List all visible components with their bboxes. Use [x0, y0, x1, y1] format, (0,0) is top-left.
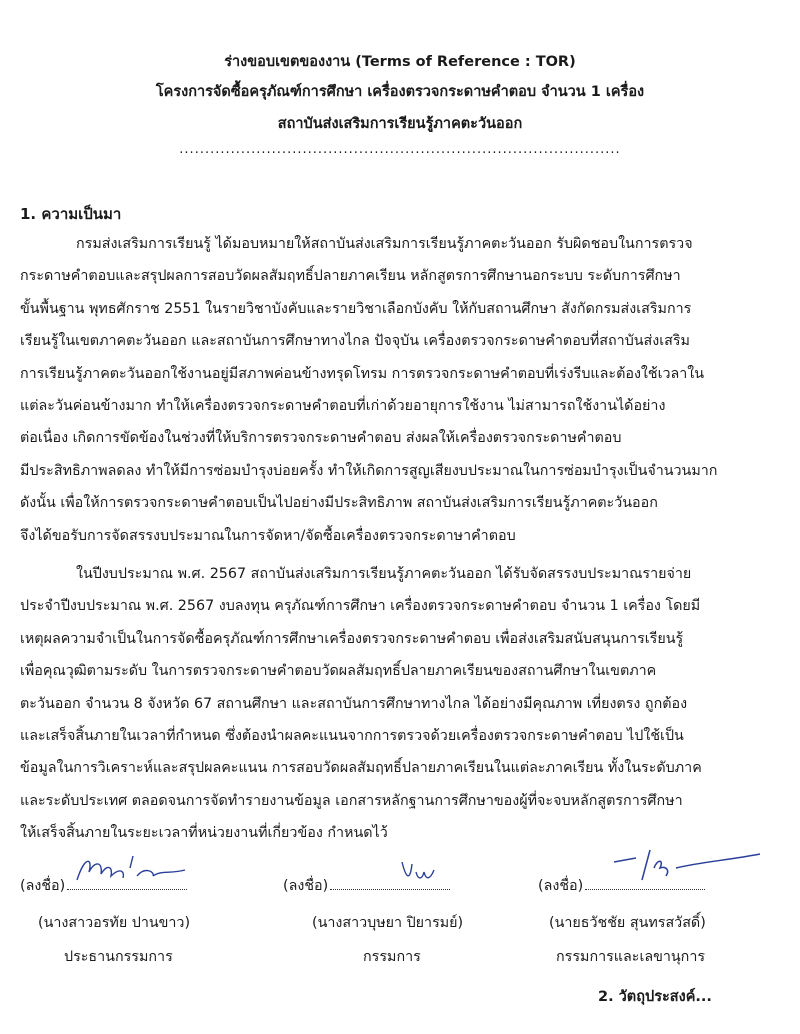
text-line: และระดับประเทศ ตลอดจนการจัดทำรายงานข้อมูล เอกสารหลักฐานการศึกษาของผู้ที่จะจบหลักสูตรการศึกษา [20, 792, 683, 809]
text-line: ข้อมูลในการวิเคราะห์และสรุปผลคะแนน การสอบวัดผลสัมฤทธิ์ปลายภาคเรียนในแต่ละภาคเรียน ทั้งในระดับภาค [20, 760, 702, 777]
text-line: เพื่อคุณวุฒิตามระดับ ในการตรวจกระดาษคำตอบวัดผลสัมฤทธิ์ปลายภาคเรียนของสถานศึกษาในเขตภาค [20, 663, 657, 680]
signer-name-2: (นางสาวบุษยา ปิยารมย์) [312, 915, 464, 931]
institution-name: สถาบันส่งเสริมการเรียนรู้ภาคตะวันออก [277, 116, 523, 132]
text-line: เรียนรู้ในเขตภาคตะวันออก และสถาบันการศึกษาทางไกล ปัจจุบัน เครื่องตรวจกระดาษคำตอบที่สถาบันส่งเสริม [20, 333, 690, 350]
text-line: และเสร็จสิ้นภายในเวลาที่กำหนด ซึ่งต้องนำผลคะแนนจากการตรวจด้วยเครื่องตรวจกระดาษคำตอบ ไปใช้เป็น [20, 728, 684, 744]
text-line: ประจำปีงบประมาณ พ.ศ. 2567 งบลงทุน ครุภัณฑ์การศึกษา เครื่องตรวจกระดาษคำตอบ จำนวน 1 เครื่อง โดยมี [20, 598, 701, 615]
text-line: ต่อเนื่อง เกิดการขัดข้องในช่วงที่ให้บริการตรวจกระดาษคำตอบ ส่งผลให้เครื่องตรวจกระดาษคำตอบ [20, 430, 622, 447]
text-line: จึงได้ขอรับการจัดสรรงบประมาณในการจัดหา/จัดซื้อเครื่องตรวจกระดาษาคำตอบ [20, 527, 516, 544]
text-line: ในปีงบประมาณ พ.ศ. 2567 สถาบันส่งเสริมการเรียนรู้ภาคตะวันออก ได้รับจัดสรรงบประมาณรายจ่าย [76, 566, 692, 582]
text-line: ดังนั้น เพื่อให้การตรวจกระดาษคำตอบเป็นไปอย่างมีประสิทธิภาพ สถาบันส่งเสริมการเรียนรู้ภาคตะวันออก [20, 495, 658, 512]
sign-label: (ลงชื่อ) [283, 878, 329, 894]
text-line: เหตุผลความจำเป็นในการจัดซื้อครุภัณฑ์การศึกษาเครื่องตรวจกระดาษคำตอบ เพื่อส่งเสริมสนับสนุนการเรียนรู้ [20, 630, 684, 647]
text-line: มีประสิทธิภาพลดลง ทำให้มีการซ่อมบำรุงบ่อยครั้ง ทำให้เกิดการสูญเสียงบประมาณในการซ่อมบำรุงเป็นจำนวนมาก [20, 462, 718, 479]
sign-label: (ลงชื่อ) [538, 878, 584, 894]
sign-label: (ลงชื่อ) [20, 878, 66, 894]
text-line: ให้เสร็จสิ้นภายในระยะเวลาที่หน่วยงานที่เกี่ยวข้อง กำหนดไว้ [20, 825, 388, 842]
signer-name-1: (นางสาวอรทัย ปานขาว) [38, 915, 191, 931]
signer-position-3: กรรมการและเลขานุการ [556, 949, 706, 965]
next-section-marker: 2. วัตถุประสงค์... [598, 989, 712, 1005]
signature-mark-2 [398, 858, 458, 888]
text-line: การเรียนรู้ภาคตะวันออกใช้งานอยู่มีสภาพค่อนข้างทรุดโทรม การตรวจกระดาษคำตอบที่เร่งรีบและต้องใช้เวลาใน [20, 365, 705, 382]
signer-position-2: กรรมการ [363, 949, 421, 965]
section-heading-background: 1. ความเป็นมา [20, 205, 122, 223]
signer-name-3: (นายธวัชชัย สุนทรสวัสดิ์) [549, 915, 706, 931]
signer-position-1: ประธานกรรมการ [64, 949, 173, 965]
title-separator: ...................................................................................... [179, 142, 621, 157]
signature-mark-3 [610, 846, 770, 886]
signature-mark-1 [75, 850, 195, 890]
text-line: ขั้นพื้นฐาน พุทธศักราช 2551 ในรายวิชาบังคับและรายวิชาเลือกบังคับ ให้กับสถานศึกษา สังกัดกรมส่งเสริมการ [20, 300, 692, 317]
project-title: โครงการจัดซื้อครุภัณฑ์การศึกษา เครื่องตรวจกระดาษคำตอบ จำนวน 1 เครื่อง [155, 84, 645, 100]
text-line: ตะวันออก จำนวน 8 จังหวัด 67 สถานศึกษา และสถาบันการศึกษาทางไกล ได้อย่างมีคุณภาพ เที่ยงตรง ถูกต้อง [20, 695, 688, 712]
text-line: กระดาษคำตอบและสรุปผลการสอบวัดผลสัมฤทธิ์ปลายภาคเรียน หลักสูตรการศึกษานอกระบบ ระดับการศึกษา [20, 268, 681, 285]
text-line: กรมส่งเสริมการเรียนรู้ ได้มอบหมายให้สถาบันส่งเสริมการเรียนรู้ภาคตะวันออก รับผิดชอบในการตรวจ [76, 236, 693, 252]
text-line: แต่ละวันค่อนข้างมาก ทำให้เครื่องตรวจกระดาษคำตอบที่เก่าด้วยอายุการใช้งาน ไม่สามารถใช้งานได้อย่าง [20, 398, 666, 414]
doc-title: ร่างขอบเขตของงาน (Terms of Reference : TOR) [224, 54, 576, 70]
